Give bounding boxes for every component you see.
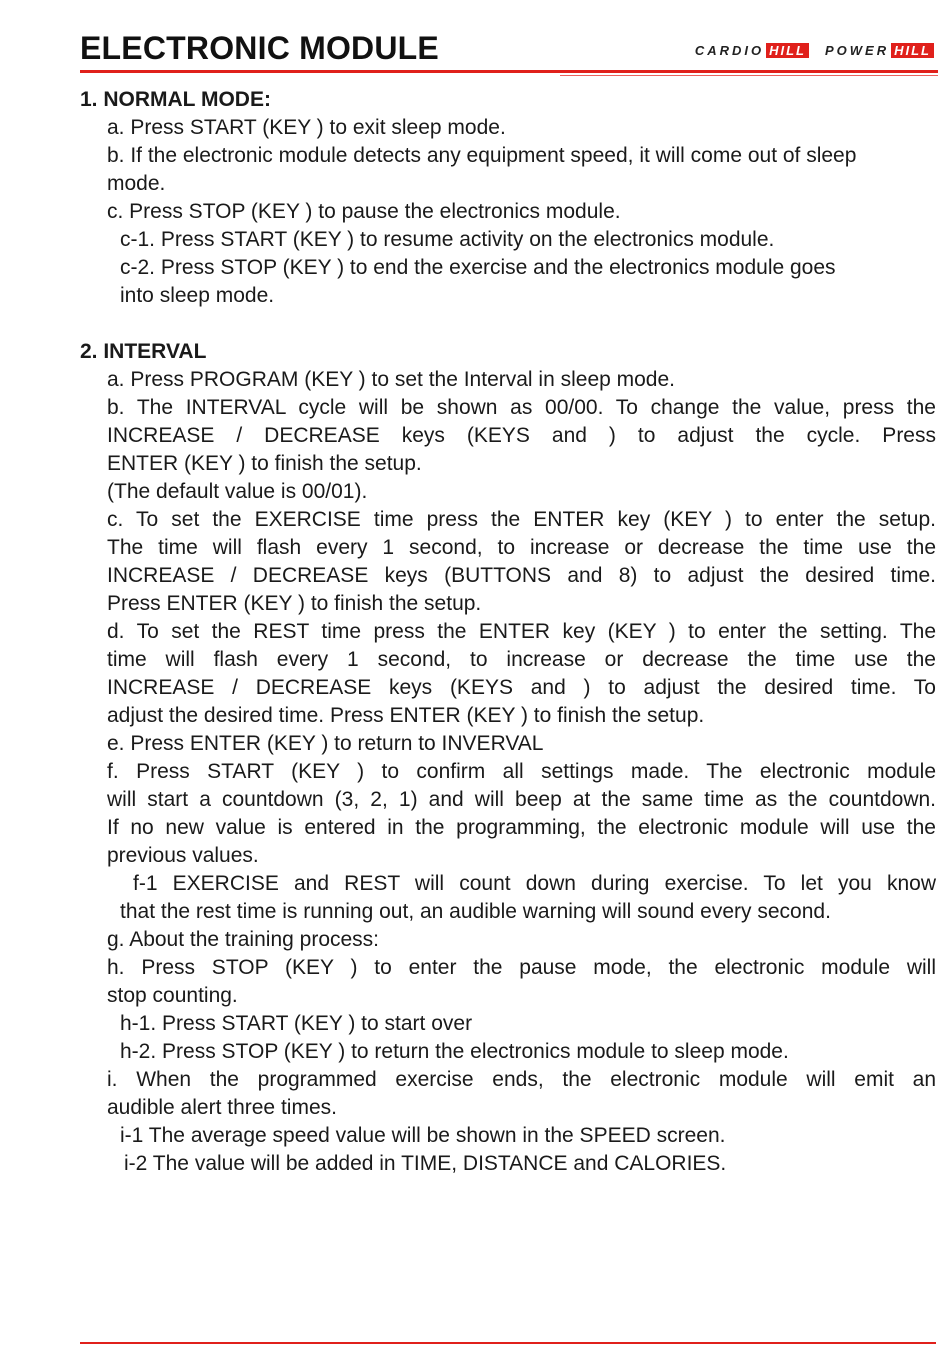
header-divider-thin	[560, 75, 938, 76]
paragraph-line: c. Press STOP (KEY ) to pause the electronics module.	[107, 200, 621, 223]
paragraph-line: adjust the desired time. Press ENTER (KEY ) to finish the setup.	[107, 704, 705, 727]
paragraph-line: h-1. Press START (KEY ) to start over	[120, 1012, 473, 1035]
header-divider	[80, 70, 938, 73]
paragraph-line: (The default value is 00/01).	[107, 480, 368, 503]
paragraph-line: previous values.	[107, 844, 259, 867]
paragraph-line: time will flash every 1 second, to increase or decrease the time use the	[107, 648, 936, 671]
paragraph-line: g. About the training process:	[107, 928, 380, 951]
paragraph-line: i-1 The average speed value will be shown in the SPEED screen.	[120, 1124, 726, 1147]
brand-logos	[695, 43, 934, 58]
paragraph-line: i-2 The value will be added in TIME, DISTANCE and CALORIES.	[124, 1152, 727, 1175]
paragraph-line: stop counting.	[107, 984, 238, 1007]
paragraph-line: a. Press START (KEY ) to exit sleep mode.	[107, 116, 506, 139]
paragraph-line: f. Press START (KEY ) to confirm all settings made. The electronic module	[107, 760, 936, 783]
paragraph-line: f-1 EXERCISE and REST will count down during exercise. To let you know	[133, 872, 936, 895]
paragraph-line: mode.	[107, 172, 166, 195]
paragraph-line: h-2. Press STOP (KEY ) to return the electronics module to sleep mode.	[120, 1040, 789, 1063]
paragraph-line: a. Press PROGRAM (KEY ) to set the Interval in sleep mode.	[107, 368, 676, 391]
paragraph-line: b. The INTERVAL cycle will be shown as 00/00. To change the value, press the	[107, 396, 936, 419]
paragraph-line: c-1. Press START (KEY ) to resume activity on the electronics module.	[120, 228, 775, 251]
paragraph-line: into sleep mode.	[120, 284, 275, 307]
paragraph-line: ENTER (KEY ) to finish the setup.	[107, 452, 422, 475]
paragraph-line: If no new value is entered in the programming, the electronic module will use the	[107, 816, 936, 839]
footer-divider	[80, 1342, 936, 1344]
section-heading-interval: 2. INTERVAL	[80, 340, 207, 363]
paragraph-line: INCREASE / DECREASE keys (KEYS and ) to adjust the cycle. Press	[107, 424, 936, 447]
paragraph-line: The time will flash every 1 second, to increase or decrease the time use the	[107, 536, 936, 559]
powerhill-logo: POWER HILL	[825, 43, 934, 58]
paragraph-line: c-2. Press STOP (KEY ) to end the exercise and the electronics module goes	[120, 256, 836, 279]
paragraph-line: b. If the electronic module detects any equipment speed, it will come out of sleep	[107, 144, 857, 167]
paragraph-line: will start a countdown (3, 2, 1) and will beep at the same time as the countdown.	[107, 788, 936, 811]
paragraph-line: e. Press ENTER (KEY ) to return to INVERVAL	[107, 732, 544, 755]
document-body	[80, 86, 936, 1178]
paragraph-line: that the rest time is running out, an audible warning will sound every second.	[120, 900, 831, 923]
paragraph-line: i. When the programmed exercise ends, the electronic module will emit an	[107, 1068, 936, 1091]
cardiohill-logo: CARDIO HILL	[695, 43, 809, 58]
paragraph-line: d. To set the REST time press the ENTER key (KEY ) to enter the setting. The	[107, 620, 936, 643]
page-title: ELECTRONIC MODULE	[80, 30, 439, 66]
paragraph-line: Press ENTER (KEY ) to finish the setup.	[107, 592, 482, 615]
paragraph-line: h. Press STOP (KEY ) to enter the pause mode, the electronic module will	[107, 956, 936, 979]
section-heading-normal-mode: 1. NORMAL MODE:	[80, 88, 271, 111]
paragraph-line: c. To set the EXERCISE time press the ENTER key (KEY ) to enter the setup.	[107, 508, 936, 531]
paragraph-line: INCREASE / DECREASE keys (KEYS and ) to adjust the desired time. To	[107, 676, 936, 699]
paragraph-line: INCREASE / DECREASE keys (BUTTONS and 8) to adjust the desired time.	[107, 564, 936, 587]
paragraph-line: audible alert three times.	[107, 1096, 337, 1119]
